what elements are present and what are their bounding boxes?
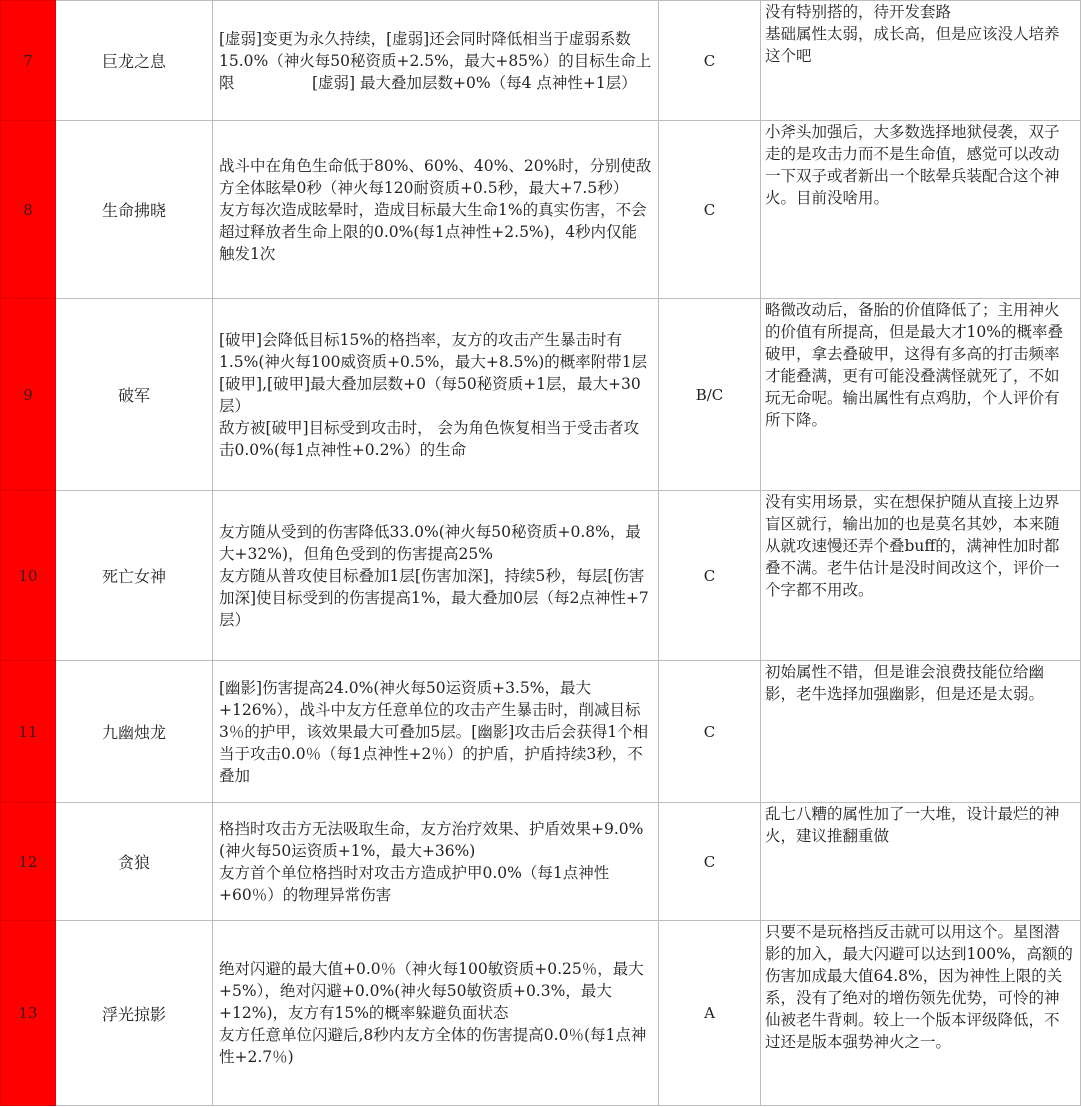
- item-name: 生命拂晓: [56, 121, 213, 299]
- row-number: 13: [1, 921, 56, 1106]
- item-description: [幽影]伤害提高24.0%(神火每50运资质+3.5%，最大+126%），战斗中友方任意单位的攻击产生暴击时，削减目标3％的护甲，该效果最大可叠加5层。[幽影]攻击后会获得1个相当于攻击0.0％（每1点神性+2％）的护盾，护盾持续3秒，不叠加: [213, 661, 659, 803]
- item-name: 浮光掠影: [56, 921, 213, 1106]
- item-grade: C: [659, 661, 761, 803]
- item-grade: C: [659, 491, 761, 661]
- row-number: 9: [1, 299, 56, 491]
- row-number: 12: [1, 803, 56, 921]
- item-description: [破甲]会降低目标15%的格挡率，友方的攻击产生暴击时有1.5%(神火每100威资质+0.5%，最大+8.5%)的概率附带1层[破甲],[破甲]最大叠加层数+0（每50秘资质+1层，最大+30层） 敌方被[破甲]目标受到攻击时， 会为角色恢复相当于受击者攻击0.0%(每1点神性+0.2%）的生命: [213, 299, 659, 491]
- item-name: 巨龙之息: [56, 1, 213, 121]
- item-grade: A: [659, 921, 761, 1106]
- item-name: 破军: [56, 299, 213, 491]
- item-description: 绝对闪避的最大值+0.0％（神火每100敏资质+0.25％，最大+5%），绝对闪避+0.0%(神火每50敏资质+0.3%，最大+12%)，友方有15%的概率躲避负面状态 友方任意单位闪避后,8秒内友方全体的伤害提高0.0％(每1点神性+2.7％): [213, 921, 659, 1106]
- row-number: 11: [1, 661, 56, 803]
- table-row: [1, 921, 1081, 1106]
- item-description: 格挡时攻击方无法吸取生命，友方治疗效果、护盾效果+9.0%(神火每50运资质+1%，最大+36%) 友方首个单位格挡时对攻击方造成护甲0.0%（每1点神性+60％）的物理异常伤害: [213, 803, 659, 921]
- row-number: 7: [1, 1, 56, 121]
- item-comment: 只要不是玩格挡反击就可以用这个。星图潜影的加入，最大闪避可以达到100%，高额的伤害加成最大值64.8%，因为神性上限的关系，没有了绝对的增伤领先优势，可怜的神仙被老牛背刺。较上一个版本评级降低，不过还是版本强势神火之一。: [761, 921, 1081, 1106]
- row-number: 10: [1, 491, 56, 661]
- item-comment: 略微改动后，备胎的价值降低了；主用神火的价值有所提高，但是最大才10%的概率叠破甲，拿去叠破甲，这得有多高的打击频率才能叠满，更有可能没叠满怪就死了，不如玩无命呢。输出属性有点鸡肋，个人评价有所下降。: [761, 299, 1081, 491]
- item-name: 贪狼: [56, 803, 213, 921]
- table-row: [1, 661, 1081, 803]
- table-row: [1, 491, 1081, 661]
- item-comment: 小斧头加强后，大多数选择地狱侵袭，双子走的是攻击力而不是生命值，感觉可以改动一下双子或者新出一个眩晕兵装配合这个神火。目前没啥用。: [761, 121, 1081, 299]
- table-row: [1, 121, 1081, 299]
- item-description: 战斗中在角色生命低于80%、60%、40%、20%时，分别使敌方全体眩晕0秒（神火每120耐资质+0.5秒，最大+7.5秒） 友方每次造成眩晕时，造成目标最大生命1%的真实伤害，不会超过释放者生命上限的0.0%(每1点神性+2.5%)，4秒内仅能触发1次: [213, 121, 659, 299]
- item-name: 死亡女神: [56, 491, 213, 661]
- item-grade: C: [659, 803, 761, 921]
- item-description: 友方随从受到的伤害降低33.0%(神火每50秘资质+0.8%，最大+32%)，但角色受到的伤害提高25% 友方随从普攻使目标叠加1层[伤害加深]，持续5秒，每层[伤害加深]使目标受到的伤害提高1%，最大叠加0层（每2点神性+7层）: [213, 491, 659, 661]
- item-comment: 没有特别搭的，待开发套路 基础属性太弱，成长高，但是应该没人培养这个吧: [761, 1, 1081, 121]
- table-row: [1, 299, 1081, 491]
- item-grade: C: [659, 1, 761, 121]
- item-comment: 乱七八糟的属性加了一大堆，设计最烂的神火，建议推翻重做: [761, 803, 1081, 921]
- item-name: 九幽烛龙: [56, 661, 213, 803]
- item-grade: C: [659, 121, 761, 299]
- item-comment: 初始属性不错，但是谁会浪费技能位给幽影，老牛选择加强幽影，但是还是太弱。: [761, 661, 1081, 803]
- item-description: [虚弱]变更为永久持续，[虚弱]还会同时降低相当于虚弱系数15.0%（神火每50秘资质+2.5%，最大+85%）的目标生命上限 [虚弱] 最大叠加层数+0%（每4 点神性+1层）: [213, 1, 659, 121]
- table-row: [1, 803, 1081, 921]
- item-grade: B/C: [659, 299, 761, 491]
- item-comment: 没有实用场景，实在想保护随从直接上边界盲区就行，输出加的也是莫名其妙，本来随从就攻速慢还弄个叠buff的，满神性加时都叠不满。老牛估计是没时间改这个，评价一个字都不用改。: [761, 491, 1081, 661]
- row-number: 8: [1, 121, 56, 299]
- table-row: [1, 1, 1081, 121]
